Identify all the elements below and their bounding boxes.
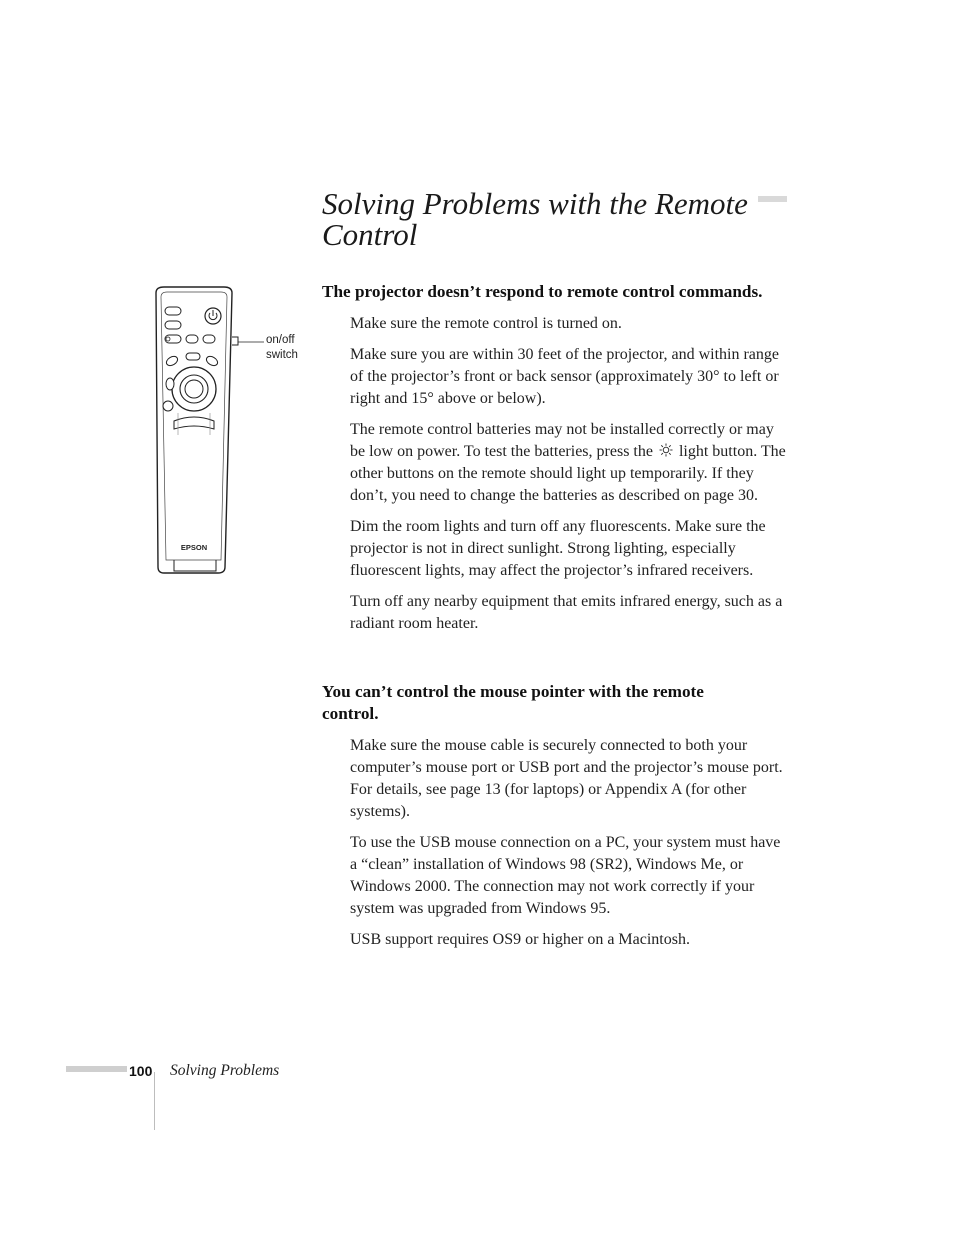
paragraph: USB support requires OS9 or higher on a Macintosh. [350,931,690,948]
callout-line [232,337,264,347]
section-remote-not-responding [322,281,788,644]
paragraph: Make sure you are within 30 feet of the projector, and within range of the projector’s front or back sensor (approximately 30° to left or right and 15° above or below). [350,346,779,407]
section-mouse-pointer [322,681,788,960]
paragraph: Make sure the mouse cable is securely connected to both your computer’s mouse port or USB port and the projector’s mouse port. For details, see page 13 (for laptops) or Appendix A (for other systems). [350,737,783,820]
remote-control-illustration [150,285,240,577]
light-icon [659,443,673,457]
paragraph: Dim the room lights and turn off any fluorescents. Make sure the projector is not in direct sunlight. Strong lighting, especially fluorescent lights, may affect the projector’s infrared receivers. [350,518,766,579]
paragraph-part: The remote control batteries may not be installed correctly or may be low on power. To test the batteries, press the [350,421,774,460]
section-heading: The projector doesn’t respond to remote control commands. [322,282,763,301]
footer-chapter-title: Solving Problems [170,1062,280,1079]
paragraph: Turn off any nearby equipment that emits infrared energy, such as a radiant room heater. [350,593,783,632]
page-number: 100 [129,1063,153,1079]
page-title: Solving Problems with the Remote Control [322,188,758,250]
callout-line-2: switch [266,349,298,361]
footer-divider [154,1072,155,1130]
paragraph: Make sure the remote control is turned on. [350,315,622,332]
brand-logo: EPSON [180,543,208,552]
paragraph [350,419,788,507]
paragraph-part: light button. The other buttons on the remote should light up temporarily. If they don’t, you need to change the batteries as described on page 30. [350,443,786,504]
section-heading: You can’t control the mouse pointer with the remote control. [322,682,704,723]
paragraph: To use the USB mouse connection on a PC, your system must have a “clean” installation of Windows 98 (SR2), Windows Me, or Windows 2000. The connection may not work correctly if your system was upgraded from Windows 95. [350,834,781,917]
callout-label [266,333,298,363]
callout-line-1: on/off [266,334,295,346]
